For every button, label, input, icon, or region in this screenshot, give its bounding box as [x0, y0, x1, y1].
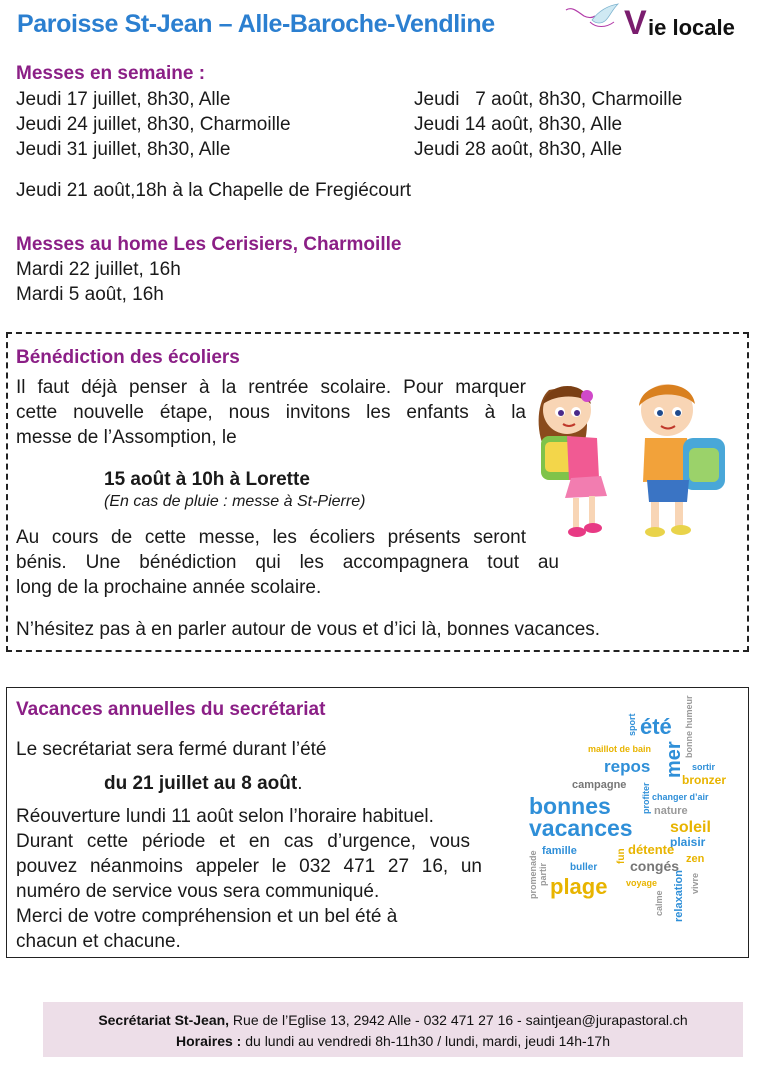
cloud-word: calme [654, 890, 664, 916]
list-item: Jeudi 14 août, 8h30, Alle [414, 114, 623, 135]
list-item: Jeudi 31 juillet, 8h30, Alle [16, 139, 231, 160]
schoolchildren-illustration [527, 360, 751, 546]
list-item: Jeudi 24 juillet, 8h30, Charmoille [16, 114, 291, 135]
list-item: Jeudi 7 août, 8h30, Charmoille [414, 89, 683, 110]
secretariat-body-2: Durant cette période et en cas d’urgence, vous [16, 831, 470, 852]
benediction-intro-1: Il faut déjà penser à la rentrée scolaire. Pour marquer [16, 377, 526, 398]
cloud-word: nature [654, 805, 688, 817]
cloud-word: bronzer [682, 773, 727, 787]
list-item: Mardi 22 juillet, 16h [16, 259, 181, 280]
cloud-word: vivre [690, 872, 700, 894]
cloud-word: sport [627, 713, 637, 736]
cloud-word: soleil [670, 819, 711, 836]
logo-text: ie locale [648, 15, 735, 40]
list-item: Jeudi 28 août, 8h30, Alle [414, 139, 623, 160]
footer-contact: Rue de l’Eglise 13, 2942 Alle - 032 471 27 16 - saintjean@jurapastoral.ch [229, 1012, 688, 1028]
list-item: Jeudi 17 juillet, 8h30, Alle [16, 89, 231, 110]
cloud-word: famille [542, 845, 577, 857]
cloud-word: détente [628, 842, 675, 857]
cloud-word: repos [604, 757, 651, 776]
cloud-word: changer d’air [652, 792, 709, 802]
benediction-intro-3: messe de l’Assomption, le [16, 427, 237, 448]
secretariat-dates-line [104, 771, 302, 796]
messes-home-heading: Messes au home Les Cerisiers, Charmoille [16, 234, 402, 255]
cloud-word: plaisir [670, 835, 706, 849]
cloud-word: sortir [692, 762, 716, 772]
benediction-body-2: bénis. Une bénédiction qui les accompagnera tout au [16, 552, 559, 573]
cloud-word: relaxation [673, 870, 685, 922]
messe-chapelle: Jeudi 21 août,18h à la Chapelle de Fregiécourt [16, 180, 412, 201]
logo-letter: V [624, 4, 647, 42]
vie-locale-logo [562, 2, 762, 46]
footer-label: Horaires : [175, 1033, 242, 1049]
cloud-word: bonnes [529, 793, 611, 819]
benediction-body-1: Au cours de cette messe, les écoliers présents seront [16, 527, 526, 548]
footer [43, 1002, 743, 1057]
secretariat-dates: du 21 juillet au 8 août [104, 773, 298, 794]
cloud-word: plage [550, 874, 608, 899]
secretariat-intro: Le secrétariat sera fermé durant l’été [16, 739, 327, 760]
footer-contact-line [43, 1012, 743, 1028]
secretariat-heading: Vacances annuelles du secrétariat [16, 699, 326, 720]
list-item: Mardi 5 août, 16h [16, 284, 164, 305]
benediction-date: 15 août à 10h à Lorette [104, 469, 310, 490]
cloud-word: voyage [626, 878, 658, 888]
cloud-word: maillot de bain [588, 744, 652, 754]
footer-label: Secrétariat St-Jean, [98, 1012, 230, 1028]
messes-semaine-left-list [16, 87, 291, 162]
cloud-word: vacances [529, 815, 633, 841]
boy-figure [639, 384, 725, 537]
cloud-word: été [640, 714, 672, 739]
secretariat-body-4: numéro de service vous sera communiqué. [16, 881, 380, 902]
messes-semaine-heading: Messes en semaine : [16, 63, 206, 84]
benediction-heading: Bénédiction des écoliers [16, 347, 240, 368]
messes-semaine-right-list [414, 87, 682, 162]
cloud-word: profiter [641, 782, 651, 814]
secretariat-body-5: Merci de votre compréhension et un bel été à [16, 906, 398, 927]
cloud-word: promenade [528, 850, 538, 899]
cloud-word: congés [630, 858, 680, 874]
secretariat-body-3: pouvez néanmoins appeler le 032 471 27 16, un [16, 856, 482, 877]
benediction-body-3: long de la prochaine année scolaire. [16, 577, 322, 598]
benediction-intro-2: cette nouvelle étape, nous invitons les enfants à la [16, 402, 526, 423]
secretariat-body-6: chacun et chacune. [16, 931, 181, 952]
girl-figure [539, 386, 607, 537]
rain-note: (En cas de pluie : messe à St-Pierre) [104, 493, 366, 510]
footer-hours-line [43, 1033, 743, 1049]
cloud-word: bonne humeur [684, 695, 694, 758]
dates-suffix: . [297, 773, 303, 794]
dove-icon [562, 2, 626, 36]
page-title: Paroisse St-Jean – Alle-Baroche-Vendline [17, 10, 495, 38]
vacation-word-cloud [522, 695, 727, 924]
cloud-word: partir [538, 862, 548, 886]
cloud-word: buller [570, 862, 598, 873]
cloud-word: zen [686, 853, 705, 865]
footer-hours: du lundi au vendredi 8h-11h30 / lundi, mardi, jeudi 14h-17h [241, 1033, 611, 1049]
cloud-word: mer [663, 741, 685, 778]
secretariat-body-1: Réouverture lundi 11 août selon l’horaire habituel. [16, 806, 434, 827]
cloud-word: fun [616, 848, 627, 864]
benediction-closing: N’hésitez pas à en parler autour de vous et d’ici là, bonnes vacances. [16, 619, 601, 640]
cloud-word: campagne [572, 779, 627, 791]
